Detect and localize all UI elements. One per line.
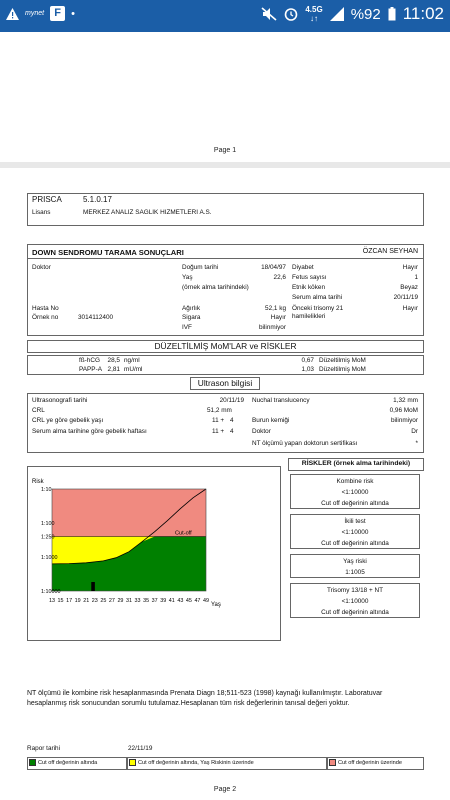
mom-row-1-unit: ng/ml <box>124 357 140 364</box>
doctor-label: Doktor <box>32 264 51 271</box>
report-date-label: Rapor tarihi <box>27 745 61 752</box>
page-number-2: Page 2 <box>213 786 237 793</box>
fetus-count-value: 1 <box>414 274 418 281</box>
y-tick-label: 1:250 <box>41 534 55 541</box>
patient-name: ÖZCAN SEYHAN <box>362 248 418 255</box>
program-name: PRISCA <box>32 195 62 204</box>
nt-certificate-label: NT ölçümü yapan doktorun sertifikası <box>252 440 358 447</box>
mute-icon <box>261 7 277 21</box>
legend-swatch-red <box>329 759 336 766</box>
ga-crl-days: 4 <box>230 417 234 424</box>
screening-title: DOWN SENDROMU TARAMA SONUÇLARI <box>32 248 184 257</box>
legend-above-cutoff <box>327 757 424 770</box>
y-tick-label: 1:10000 <box>41 589 61 595</box>
x-tick-label: 31 <box>126 598 132 604</box>
ivf-value: bilinmiyor <box>259 324 286 331</box>
x-tick-label: 45 <box>185 598 192 604</box>
app-notification-icon: F <box>50 6 65 21</box>
risk-combined-note: Cut off değerinin altında <box>321 500 389 507</box>
risk-trisomy-note: Cut off değerinin altında <box>321 609 389 616</box>
sample-no-label: Örnek no <box>32 314 59 321</box>
mom-row-1-name: fß-hCG <box>79 357 100 364</box>
licence-label: Lisans <box>32 209 51 216</box>
risk-trisomy-label: Trisomy 13/18 + NT <box>326 587 384 594</box>
x-tick-label: 27 <box>108 598 115 604</box>
diabetes-label: Diyabet <box>292 264 314 271</box>
mom-row-2-unit: mU/ml <box>124 366 143 373</box>
legend-swatch-green <box>29 759 36 766</box>
mom-row-2-name: PAPP-A <box>79 366 102 373</box>
signal-icon <box>330 7 344 21</box>
risk-double-value: <1:10000 <box>341 529 369 536</box>
x-tick-label: 37 <box>151 598 158 604</box>
x-tick-label: 29 <box>117 598 124 604</box>
risk-combined-label: Kombine risk <box>336 478 374 485</box>
nt-certificate-value: * <box>415 440 418 447</box>
risks-title: RİSKLER (örnek alma tarihindeki) <box>301 460 411 467</box>
x-tick-label: 25 <box>100 598 107 604</box>
us-date-value: 20/11/19 <box>219 397 244 404</box>
x-tick-label: 15 <box>57 598 64 604</box>
ethnic-label: Etnik köken <box>292 284 326 291</box>
x-tick-label: 47 <box>194 598 201 604</box>
serum-date-value: 20/11/19 <box>393 294 418 301</box>
report-date-value: 22/11/19 <box>128 745 153 752</box>
risk-zone-high <box>52 489 206 537</box>
dot-icon: • <box>71 7 75 20</box>
x-tick-label: 35 <box>143 598 150 604</box>
status-bar-notifications <box>6 6 75 21</box>
ivf-label: IVF <box>182 324 192 331</box>
status-bar <box>0 0 450 32</box>
us-doctor-label: Doktor <box>252 428 271 435</box>
page-number-1: Page 1 <box>213 147 237 154</box>
x-axis-label: Yaş <box>211 602 221 608</box>
x-tick-label: 19 <box>74 598 81 604</box>
nt-label: Nuchal translucency <box>252 397 310 404</box>
x-tick-label: 13 <box>49 598 55 604</box>
risk-combined-value: <1:10000 <box>341 489 369 496</box>
weight-value: 52,1 kg <box>265 305 286 312</box>
weight-label: Ağırlık <box>182 305 201 312</box>
ethnic-value: Beyaz <box>400 284 418 291</box>
alert-icon <box>6 8 19 20</box>
mom-title: DÜZELTİLMİŞ MoM'LAR ve RİSKLER <box>154 341 297 351</box>
risk-chart <box>27 466 281 641</box>
birth-date-label: Doğum tarihi <box>182 264 219 271</box>
x-tick-label: 23 <box>91 598 98 604</box>
prev-trisomy-label-2: hamilelikleri <box>292 313 326 320</box>
y-tick-label: 1:10 <box>41 487 52 493</box>
licence-value: MERKEZ ANALIZ SAGLIK HIZMETLERI A.S. <box>83 209 212 216</box>
ga-serum-days: 4 <box>230 428 234 435</box>
risk-box-trisomy-13-18 <box>290 583 420 618</box>
cutoff-label: Cut-off <box>175 530 192 537</box>
network-activity: ↓↑ <box>310 14 319 23</box>
risk-age-label: Yaş riski <box>343 558 367 565</box>
patient-marker <box>91 582 95 591</box>
ga-crl-label: CRL ye göre gebelik yaşı <box>32 417 104 424</box>
legend-below-cutoff-above-age <box>127 757 327 770</box>
battery-level: %92 <box>350 5 381 23</box>
mom-row-2-value: 2,81 <box>107 366 120 373</box>
mom-row-2-mom-label: Düzeltilmiş MoM <box>319 366 366 373</box>
legend-above-cutoff-label: Cut off değerinin üzerinde <box>338 760 402 766</box>
us-doctor-value: Dr <box>411 428 418 435</box>
nasal-bone-value: bilinmiyor <box>391 417 418 424</box>
risk-chart-svg <box>28 467 280 640</box>
program-version: 5.1.0.17 <box>83 195 112 204</box>
x-tick-label: 49 <box>203 598 209 604</box>
page-separator <box>0 162 450 168</box>
network-indicator <box>305 5 322 23</box>
x-tick-label: 17 <box>66 598 73 604</box>
legend-mid-label: Cut off değerinin altında, Yaş Riskinin üzerinde <box>138 760 254 766</box>
prev-trisomy-value: Hayır <box>402 305 418 312</box>
y-tick-label: 1:1000 <box>41 555 58 561</box>
mom-row-2-mom: 1,03 <box>301 366 314 373</box>
x-tick-label: 33 <box>134 598 141 604</box>
alarm-icon <box>284 7 298 21</box>
network-type: 4.5G <box>305 5 323 14</box>
prev-trisomy-label: Önceki trisomy 21 <box>292 305 344 312</box>
us-date-label: Ultrasonografi tarihi <box>32 397 88 404</box>
legend-below-cutoff-label: Cut off değerinin altında <box>38 760 98 766</box>
risk-double-note: Cut off değerinin altında <box>321 540 389 547</box>
ultrasound-title: Ultrason bilgisi <box>197 378 253 388</box>
x-tick-label: 41 <box>168 598 175 604</box>
diabetes-value: Hayır <box>402 264 418 271</box>
sample-no-value: 3014112400 <box>78 314 114 321</box>
legend-swatch-yellow <box>129 759 136 766</box>
risk-box-combined <box>290 474 420 509</box>
nt-value: 1,32 mm <box>393 397 418 404</box>
risk-double-label: İkili test <box>344 518 366 525</box>
risk-trisomy-value: <1:10000 <box>341 598 369 605</box>
status-bar-system <box>261 4 444 24</box>
y-tick-label: 1:100 <box>41 521 55 527</box>
smoker-label: Sigara <box>182 314 201 321</box>
footer-note: NT ölçümü ile kombine risk hesaplanmasında Prenata Diagn 18;511-523 (1998) kaynağı kullanılmıştır. Laboratuvar hesaplanmış risk sonucundan sorumlu tutulamaz.Hesaplanan tüm risk değerlerinin tanısal değeri yoktur. <box>27 690 383 707</box>
risk-box-double-test <box>290 514 420 549</box>
x-tick-label: 21 <box>83 598 90 604</box>
age-label: Yaş <box>182 274 193 281</box>
risk-box-age <box>290 554 420 578</box>
clock: 11:02 <box>402 4 444 23</box>
mom-row-1-value: 28,5 <box>107 357 120 364</box>
x-tick-label: 39 <box>160 598 167 604</box>
legend-below-cutoff <box>27 757 127 770</box>
x-tick-label: 43 <box>177 598 184 604</box>
battery-icon <box>388 7 396 21</box>
ga-serum-label: Serum alma tarihine göre gebelik haftası <box>32 428 147 435</box>
serum-date-label: Serum alma tarihi <box>292 294 343 301</box>
smoker-value: Hayır <box>270 314 286 321</box>
crl-value: 51,2 mm <box>207 407 232 414</box>
mynet-app-icon: mynet <box>25 10 45 17</box>
age-value: 22,6 <box>273 274 286 281</box>
birth-date-value: 18/04/97 <box>261 264 286 271</box>
crl-label: CRL <box>32 407 45 414</box>
mom-row-1-mom-label: Düzeltilmiş MoM <box>319 357 366 364</box>
risk-age-value: 1:1005 <box>345 569 365 576</box>
nt-mom: 0,96 MoM <box>389 407 418 414</box>
y-axis-label: Risk <box>32 479 44 485</box>
ga-serum-value: 11 + <box>212 428 225 435</box>
patient-no-label: Hasta No <box>32 305 59 312</box>
fetus-count-label: Fetus sayısı <box>292 274 327 281</box>
age-note: (örnek alma tarihindeki) <box>182 284 249 291</box>
mom-row-1-mom: 0,67 <box>301 357 314 364</box>
divider <box>27 258 424 259</box>
ga-crl-value: 11 + <box>212 417 225 424</box>
nasal-bone-label: Burun kemiği <box>252 417 290 424</box>
